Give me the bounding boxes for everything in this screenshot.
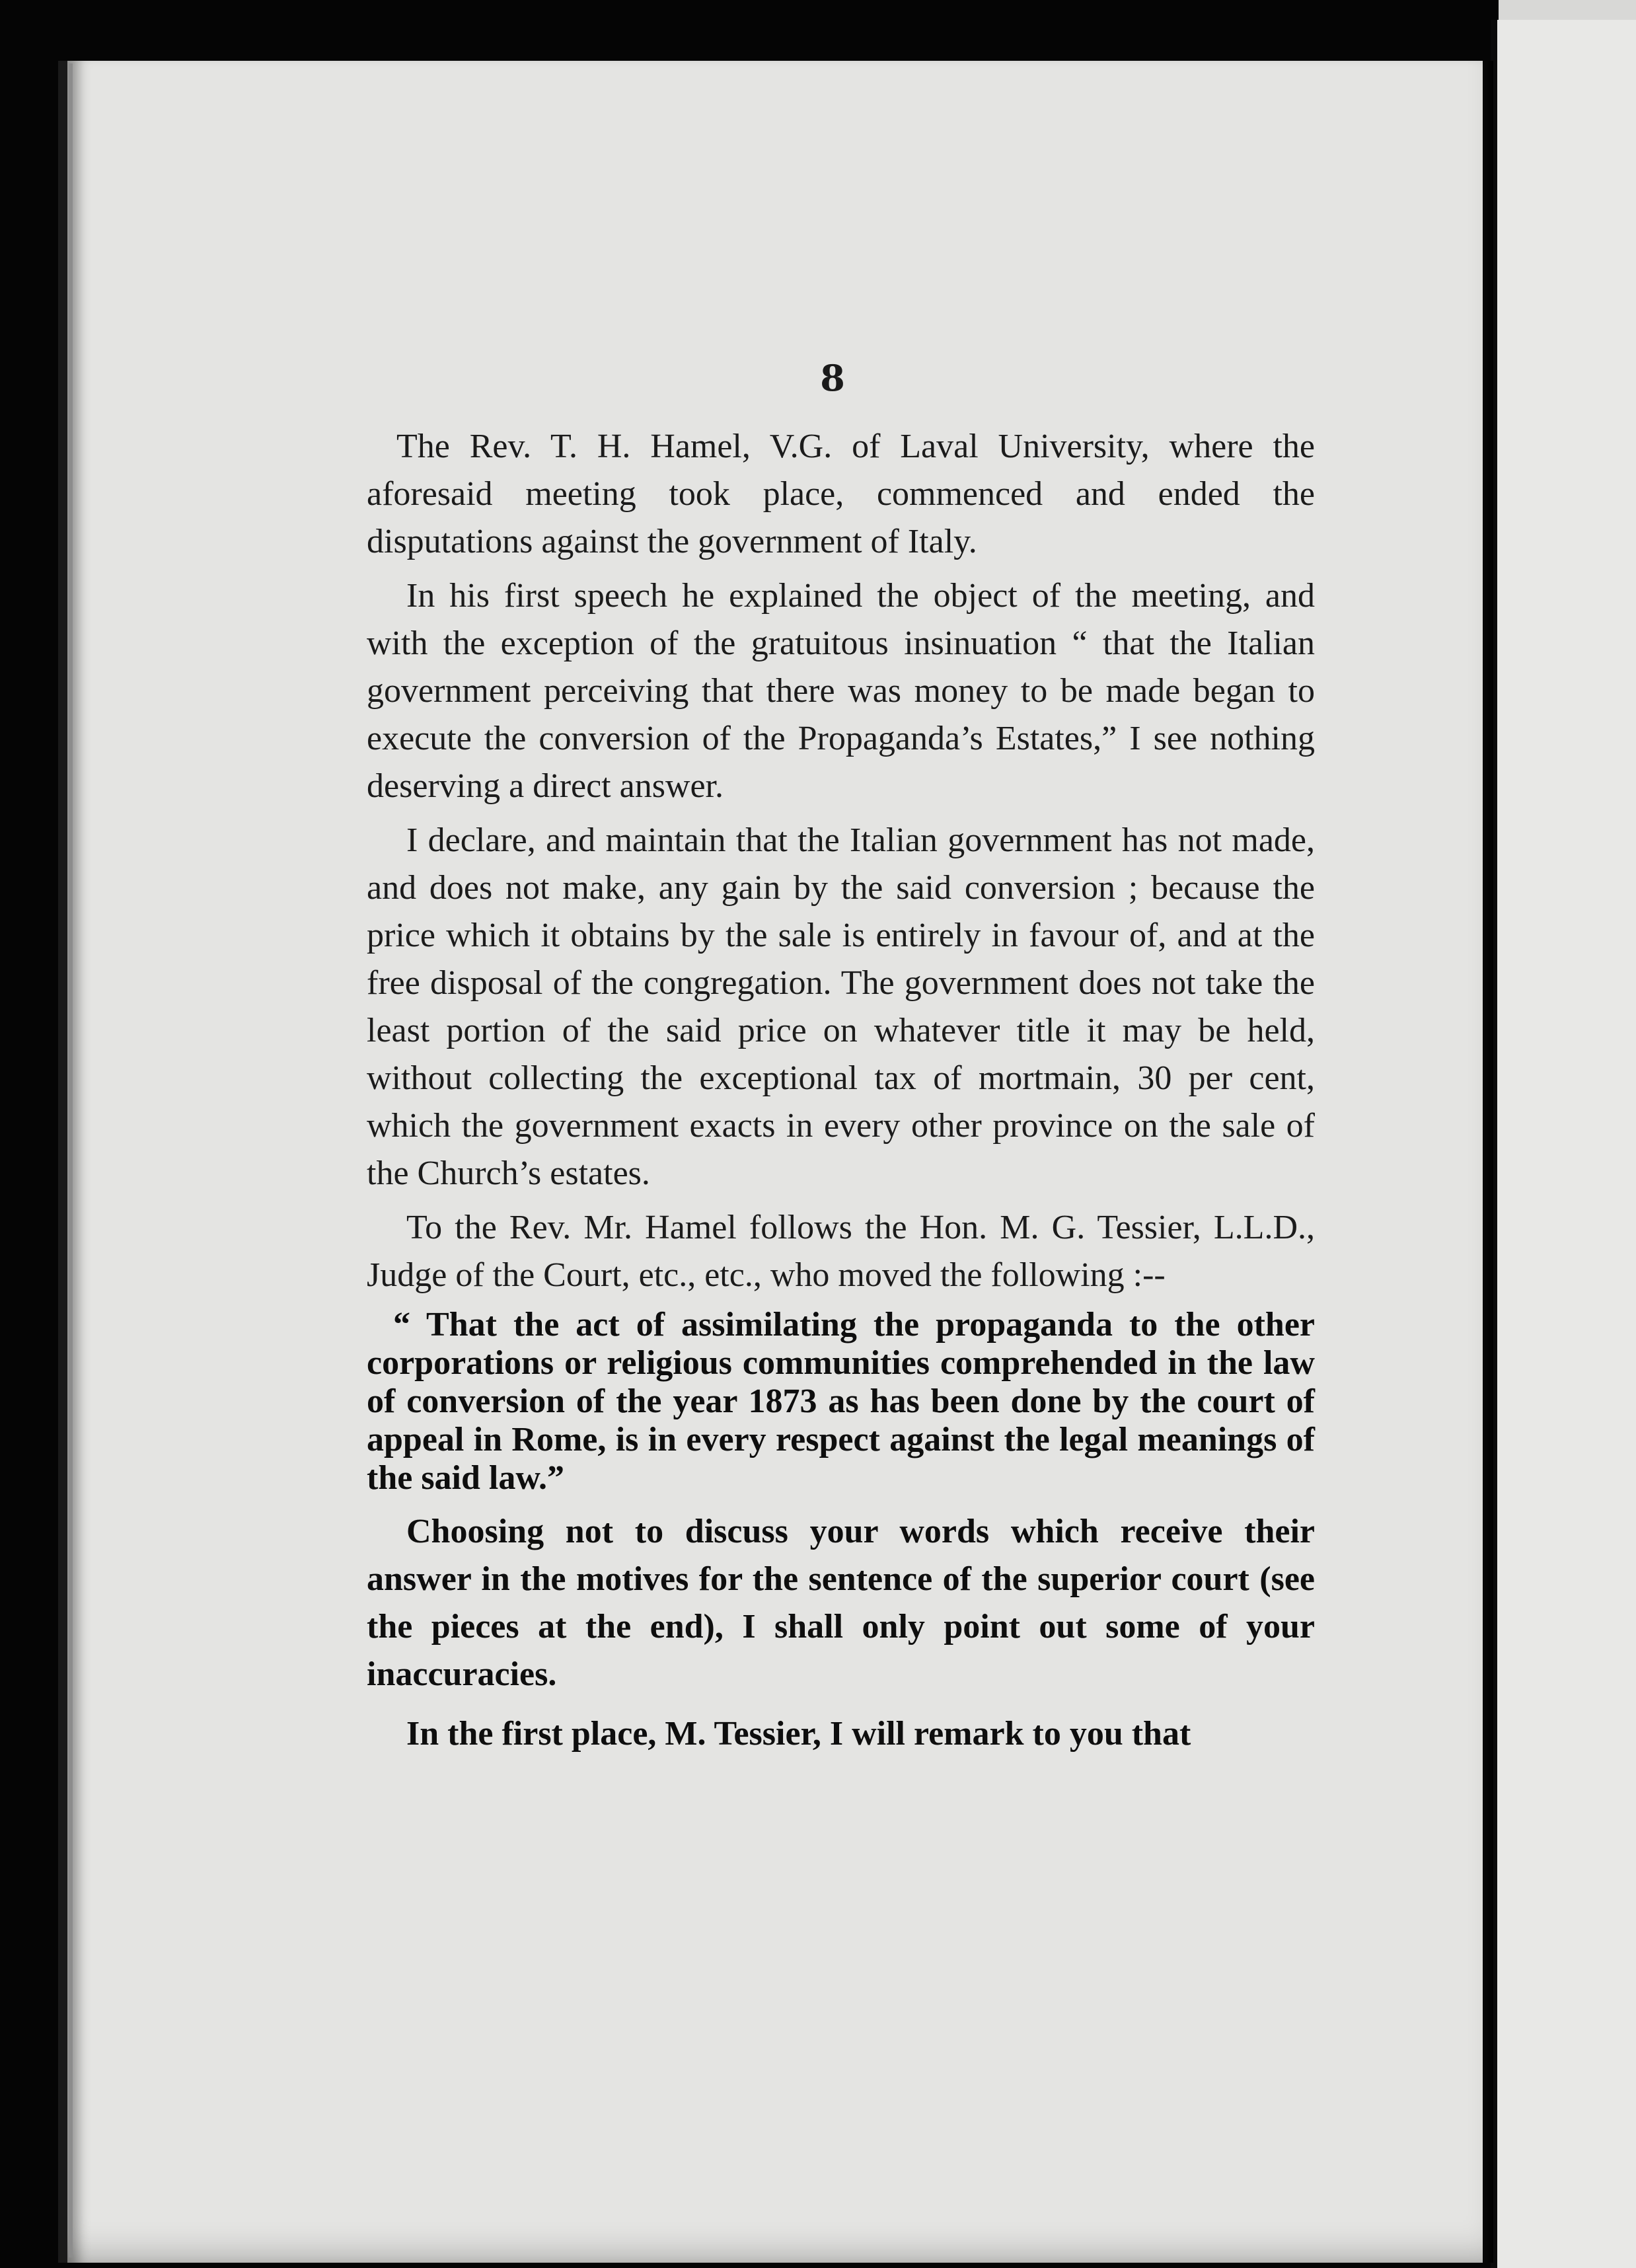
paragraph-3: I declare, and maintain that the Italian government has not made, and does not make, any gain by the said conversion ; because the price which it obtains by the sale is entirely in favour of, and at the free disposal of the congregation. The government does not take the least portion of the said price on whatever title it may be held, without collecting the exceptional tax of mortmain, 30 per cent, which the government exacts in every other province on the sale of the Church’s estates. [367, 821, 1315, 1192]
next-page-top-strip [1499, 0, 1636, 22]
paragraph-1: The Rev. T. H. Hamel, V.G. of Laval University, where the aforesaid meeting took place, commenced and ended the disputations against the government of Italy. [367, 428, 1315, 560]
quoted-motion: “ That the act of assimilating the propaganda to the other corporations or religious communities comprehended in the law of conversion of the year 1873 as has been done by the court of appeal in Rome, is in every respect against the legal meanings of the said law.” [367, 1306, 1315, 1497]
paragraph-2: In his first speech he explained the object of the meeting, and with the exception of the gratuitous insinuation “ that the Italian government perceiving that there was money to be made began to execute the conversion of the Propaganda’s Estates,” I see nothing deserving a direct answer. [367, 577, 1315, 805]
page-number: 8 [820, 357, 845, 399]
paragraph-6: Choosing not to discuss your words which receive their answer in the motives for the sentence of the superior court (see the pieces at the end), I shall only point out some of your inaccuracies. [367, 1513, 1315, 1693]
paragraph-4: To the Rev. Mr. Hamel follows the Hon. M. G. Tessier, L.L.D., Judge of the Court, etc., etc., who moved the following :-- [367, 1209, 1315, 1294]
body-text [367, 423, 1315, 1764]
adjacent-page [1491, 20, 1636, 2268]
page-edge [69, 63, 73, 2257]
paragraph-7: In the first place, M. Tessier, I will remark to you that [406, 1715, 1191, 1753]
